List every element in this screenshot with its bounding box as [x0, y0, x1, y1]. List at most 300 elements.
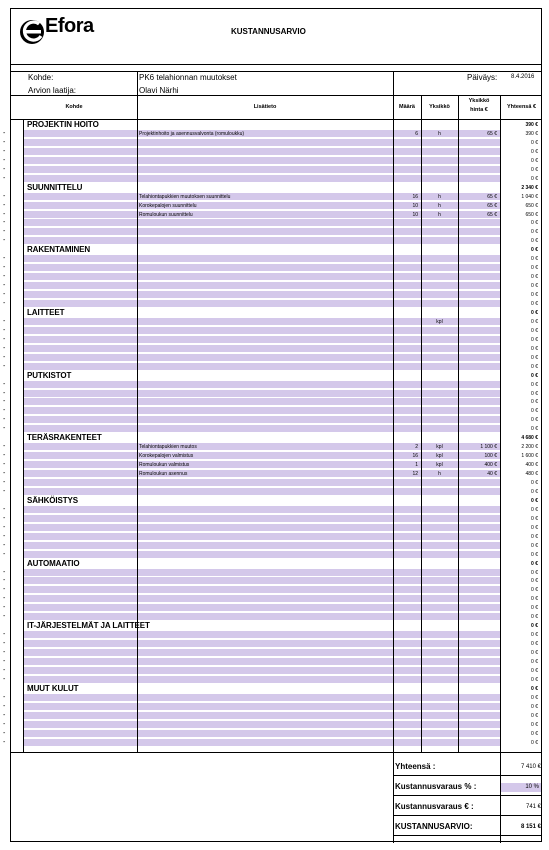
- cell-price[interactable]: 65 €: [458, 130, 500, 138]
- cell-qty[interactable]: [393, 515, 421, 523]
- cell-price[interactable]: [458, 157, 500, 165]
- cell-kohde[interactable]: [24, 327, 137, 335]
- cell-qty[interactable]: [393, 631, 421, 639]
- cell-price[interactable]: 100 €: [458, 452, 500, 460]
- cell-qty[interactable]: [393, 542, 421, 550]
- cell-unit[interactable]: h: [421, 130, 458, 138]
- cell-desc[interactable]: [137, 354, 393, 362]
- cell-desc[interactable]: Telahiontapukkien muutos: [137, 443, 393, 451]
- cell-price[interactable]: [458, 631, 500, 639]
- cell-price[interactable]: [458, 542, 500, 550]
- cell-price[interactable]: 65 €: [458, 193, 500, 201]
- cell-desc[interactable]: [137, 228, 393, 236]
- cell-desc[interactable]: [137, 300, 393, 308]
- cell-unit[interactable]: [421, 524, 458, 532]
- cell-qty[interactable]: [393, 255, 421, 263]
- cell-kohde[interactable]: [24, 542, 137, 550]
- cell-desc[interactable]: [137, 524, 393, 532]
- cell-unit[interactable]: [421, 667, 458, 675]
- cell-price[interactable]: [458, 694, 500, 702]
- cell-kohde[interactable]: [24, 273, 137, 281]
- cell-unit[interactable]: [421, 488, 458, 496]
- cell-unit[interactable]: [421, 219, 458, 227]
- cell-unit[interactable]: [421, 255, 458, 263]
- cell-qty[interactable]: [393, 416, 421, 424]
- cell-qty[interactable]: 10: [393, 202, 421, 210]
- cell-kohde[interactable]: [24, 739, 137, 747]
- cell-unit[interactable]: [421, 166, 458, 174]
- cell-kohde[interactable]: [24, 139, 137, 147]
- cell-price[interactable]: [458, 613, 500, 621]
- cell-desc[interactable]: [137, 631, 393, 639]
- cell-kohde[interactable]: [24, 712, 137, 720]
- cell-desc[interactable]: [137, 148, 393, 156]
- cell-qty[interactable]: [393, 739, 421, 747]
- cell-desc[interactable]: [137, 604, 393, 612]
- cell-qty[interactable]: [393, 407, 421, 415]
- cell-qty[interactable]: [393, 425, 421, 433]
- cell-qty[interactable]: [393, 264, 421, 272]
- cell-kohde[interactable]: [24, 219, 137, 227]
- cell-unit[interactable]: [421, 739, 458, 747]
- cell-price[interactable]: [458, 425, 500, 433]
- cell-kohde[interactable]: [24, 586, 137, 594]
- cell-kohde[interactable]: [24, 228, 137, 236]
- cell-kohde[interactable]: [24, 282, 137, 290]
- cell-unit[interactable]: [421, 515, 458, 523]
- cell-qty[interactable]: [393, 282, 421, 290]
- cell-desc[interactable]: [137, 255, 393, 263]
- cell-unit[interactable]: h: [421, 202, 458, 210]
- cell-qty[interactable]: 16: [393, 193, 421, 201]
- cell-price[interactable]: 65 €: [458, 202, 500, 210]
- cell-price[interactable]: 65 €: [458, 211, 500, 219]
- cell-kohde[interactable]: [24, 363, 137, 371]
- cell-unit[interactable]: [421, 354, 458, 362]
- cell-qty[interactable]: [393, 730, 421, 738]
- cell-qty[interactable]: [393, 390, 421, 398]
- cell-desc[interactable]: [137, 506, 393, 514]
- cell-price[interactable]: [458, 730, 500, 738]
- cell-qty[interactable]: [393, 479, 421, 487]
- cell-qty[interactable]: [393, 712, 421, 720]
- cell-unit[interactable]: [421, 425, 458, 433]
- cell-unit[interactable]: [421, 712, 458, 720]
- cell-unit[interactable]: [421, 139, 458, 147]
- cell-desc[interactable]: [137, 157, 393, 165]
- cell-desc[interactable]: [137, 577, 393, 585]
- cell-qty[interactable]: 2: [393, 443, 421, 451]
- cell-price[interactable]: [458, 398, 500, 406]
- cell-qty[interactable]: [393, 139, 421, 147]
- cell-qty[interactable]: [393, 703, 421, 711]
- cell-qty[interactable]: [393, 524, 421, 532]
- cell-desc[interactable]: [137, 390, 393, 398]
- cell-desc[interactable]: [137, 237, 393, 245]
- cell-desc[interactable]: Telahiontapukkien muutoksen suunnittelu: [137, 193, 393, 201]
- cell-qty[interactable]: [393, 336, 421, 344]
- cell-price[interactable]: [458, 604, 500, 612]
- cell-desc[interactable]: [137, 219, 393, 227]
- cell-kohde[interactable]: [24, 569, 137, 577]
- cell-price[interactable]: 40 €: [458, 470, 500, 478]
- cell-desc[interactable]: [137, 649, 393, 657]
- cell-unit[interactable]: [421, 345, 458, 353]
- cell-price[interactable]: [458, 506, 500, 514]
- cell-desc[interactable]: [137, 658, 393, 666]
- cell-kohde[interactable]: [24, 318, 137, 326]
- cell-desc[interactable]: [137, 730, 393, 738]
- cell-desc[interactable]: [137, 425, 393, 433]
- cell-kohde[interactable]: [24, 407, 137, 415]
- cell-price[interactable]: [458, 363, 500, 371]
- cell-qty[interactable]: [393, 658, 421, 666]
- cell-kohde[interactable]: [24, 479, 137, 487]
- cell-desc[interactable]: [137, 703, 393, 711]
- cell-kohde[interactable]: [24, 264, 137, 272]
- cell-kohde[interactable]: [24, 345, 137, 353]
- cell-kohde[interactable]: [24, 515, 137, 523]
- cell-kohde[interactable]: [24, 506, 137, 514]
- cell-qty[interactable]: [393, 649, 421, 657]
- cell-qty[interactable]: [393, 551, 421, 559]
- cell-desc[interactable]: [137, 273, 393, 281]
- cell-kohde[interactable]: [24, 202, 137, 210]
- cell-unit[interactable]: [421, 273, 458, 281]
- cell-kohde[interactable]: [24, 300, 137, 308]
- cell-qty[interactable]: [393, 228, 421, 236]
- cell-unit[interactable]: [421, 407, 458, 415]
- cell-unit[interactable]: [421, 479, 458, 487]
- cell-desc[interactable]: [137, 515, 393, 523]
- cell-price[interactable]: 1 100 €: [458, 443, 500, 451]
- cell-desc[interactable]: [137, 667, 393, 675]
- cell-kohde[interactable]: [24, 667, 137, 675]
- cell-qty[interactable]: 10: [393, 211, 421, 219]
- cell-qty[interactable]: [393, 721, 421, 729]
- cell-qty[interactable]: [393, 175, 421, 183]
- cell-kohde[interactable]: [24, 211, 137, 219]
- cell-unit[interactable]: h: [421, 211, 458, 219]
- cell-price[interactable]: [458, 407, 500, 415]
- cell-unit[interactable]: [421, 291, 458, 299]
- cell-unit[interactable]: [421, 228, 458, 236]
- cell-price[interactable]: [458, 318, 500, 326]
- cell-price[interactable]: [458, 586, 500, 594]
- cell-price[interactable]: [458, 739, 500, 747]
- cell-price[interactable]: [458, 667, 500, 675]
- cell-price[interactable]: [458, 139, 500, 147]
- cell-price[interactable]: [458, 327, 500, 335]
- cell-price[interactable]: [458, 219, 500, 227]
- cell-desc[interactable]: [137, 595, 393, 603]
- cell-qty[interactable]: [393, 237, 421, 245]
- cell-qty[interactable]: [393, 398, 421, 406]
- cell-kohde[interactable]: [24, 676, 137, 684]
- cell-unit[interactable]: [421, 658, 458, 666]
- cell-desc[interactable]: [137, 542, 393, 550]
- cell-price[interactable]: [458, 712, 500, 720]
- cell-desc[interactable]: [137, 381, 393, 389]
- cell-unit[interactable]: [421, 703, 458, 711]
- cell-unit[interactable]: [421, 300, 458, 308]
- cell-desc[interactable]: Romuloukun valmistus: [137, 461, 393, 469]
- cell-qty[interactable]: [393, 318, 421, 326]
- cell-qty[interactable]: [393, 291, 421, 299]
- cell-unit[interactable]: [421, 631, 458, 639]
- cell-kohde[interactable]: [24, 291, 137, 299]
- cell-desc[interactable]: [137, 407, 393, 415]
- cell-price[interactable]: [458, 255, 500, 263]
- cell-kohde[interactable]: [24, 416, 137, 424]
- cell-unit[interactable]: kpl: [421, 443, 458, 451]
- cell-unit[interactable]: [421, 416, 458, 424]
- cell-price[interactable]: [458, 390, 500, 398]
- cell-price[interactable]: [458, 354, 500, 362]
- cell-desc[interactable]: [137, 166, 393, 174]
- cell-kohde[interactable]: [24, 533, 137, 541]
- cell-desc[interactable]: [137, 398, 393, 406]
- cell-unit[interactable]: [421, 533, 458, 541]
- cell-kohde[interactable]: [24, 730, 137, 738]
- cell-qty[interactable]: [393, 569, 421, 577]
- cell-unit[interactable]: [421, 157, 458, 165]
- cell-price[interactable]: [458, 551, 500, 559]
- cell-qty[interactable]: [393, 613, 421, 621]
- cell-desc[interactable]: Korokepalojen valmistus: [137, 452, 393, 460]
- cell-unit[interactable]: [421, 721, 458, 729]
- cell-kohde[interactable]: [24, 425, 137, 433]
- cell-kohde[interactable]: [24, 613, 137, 621]
- cell-qty[interactable]: [393, 273, 421, 281]
- cell-price[interactable]: [458, 703, 500, 711]
- cell-qty[interactable]: [393, 219, 421, 227]
- cell-qty[interactable]: [393, 381, 421, 389]
- cell-price[interactable]: [458, 515, 500, 523]
- cell-desc[interactable]: [137, 282, 393, 290]
- cell-price[interactable]: [458, 676, 500, 684]
- cell-qty[interactable]: [393, 345, 421, 353]
- cell-qty[interactable]: [393, 533, 421, 541]
- cell-price[interactable]: [458, 569, 500, 577]
- cell-price[interactable]: [458, 336, 500, 344]
- cell-kohde[interactable]: [24, 148, 137, 156]
- cell-kohde[interactable]: [24, 658, 137, 666]
- cell-kohde[interactable]: [24, 595, 137, 603]
- cell-kohde[interactable]: [24, 255, 137, 263]
- cell-unit[interactable]: [421, 506, 458, 514]
- cell-unit[interactable]: [421, 282, 458, 290]
- cell-unit[interactable]: kpl: [421, 452, 458, 460]
- cell-price[interactable]: [458, 721, 500, 729]
- cell-qty[interactable]: [393, 363, 421, 371]
- cell-desc[interactable]: [137, 318, 393, 326]
- cell-kohde[interactable]: [24, 443, 137, 451]
- cell-unit[interactable]: [421, 398, 458, 406]
- cell-desc[interactable]: [137, 264, 393, 272]
- cell-qty[interactable]: [393, 148, 421, 156]
- cell-kohde[interactable]: [24, 461, 137, 469]
- cell-qty[interactable]: [393, 667, 421, 675]
- cell-price[interactable]: [458, 282, 500, 290]
- cell-price[interactable]: [458, 237, 500, 245]
- cell-qty[interactable]: [393, 488, 421, 496]
- cell-kohde[interactable]: [24, 175, 137, 183]
- cell-unit[interactable]: [421, 595, 458, 603]
- cell-desc[interactable]: [137, 175, 393, 183]
- cell-desc[interactable]: [137, 533, 393, 541]
- cell-price[interactable]: [458, 533, 500, 541]
- cell-desc[interactable]: Romuloukun suunnittelu: [137, 211, 393, 219]
- cell-price[interactable]: [458, 595, 500, 603]
- cell-desc[interactable]: [137, 291, 393, 299]
- cell-desc[interactable]: Korokepalojen suunnittelu: [137, 202, 393, 210]
- cell-price[interactable]: [458, 148, 500, 156]
- cell-price[interactable]: [458, 640, 500, 648]
- cell-kohde[interactable]: [24, 631, 137, 639]
- cell-desc[interactable]: [137, 139, 393, 147]
- cell-qty[interactable]: 6: [393, 130, 421, 138]
- cell-desc[interactable]: [137, 336, 393, 344]
- cell-unit[interactable]: [421, 264, 458, 272]
- cell-unit[interactable]: [421, 613, 458, 621]
- cell-price[interactable]: [458, 658, 500, 666]
- cell-unit[interactable]: [421, 676, 458, 684]
- cell-price[interactable]: [458, 416, 500, 424]
- cell-qty[interactable]: [393, 694, 421, 702]
- cell-unit[interactable]: [421, 551, 458, 559]
- cell-desc[interactable]: [137, 569, 393, 577]
- cell-desc[interactable]: [137, 586, 393, 594]
- cell-price[interactable]: [458, 577, 500, 585]
- cell-unit[interactable]: [421, 336, 458, 344]
- cell-qty[interactable]: [393, 676, 421, 684]
- cell-desc[interactable]: [137, 712, 393, 720]
- cell-kohde[interactable]: [24, 130, 137, 138]
- cell-unit[interactable]: [421, 237, 458, 245]
- cell-qty[interactable]: 12: [393, 470, 421, 478]
- cell-desc[interactable]: [137, 721, 393, 729]
- cell-price[interactable]: [458, 291, 500, 299]
- cell-kohde[interactable]: [24, 604, 137, 612]
- cell-desc[interactable]: [137, 676, 393, 684]
- cell-desc[interactable]: [137, 739, 393, 747]
- cell-desc[interactable]: [137, 327, 393, 335]
- cell-desc[interactable]: [137, 551, 393, 559]
- cell-unit[interactable]: [421, 363, 458, 371]
- cell-kohde[interactable]: [24, 237, 137, 245]
- cell-qty[interactable]: [393, 577, 421, 585]
- cell-unit[interactable]: [421, 586, 458, 594]
- cell-unit[interactable]: [421, 649, 458, 657]
- cell-unit[interactable]: [421, 175, 458, 183]
- cell-unit[interactable]: [421, 694, 458, 702]
- cell-qty[interactable]: 1: [393, 461, 421, 469]
- cell-kohde[interactable]: [24, 470, 137, 478]
- cell-price[interactable]: [458, 228, 500, 236]
- cell-unit[interactable]: kpl: [421, 318, 458, 326]
- cell-kohde[interactable]: [24, 398, 137, 406]
- cell-qty[interactable]: [393, 586, 421, 594]
- cell-desc[interactable]: [137, 640, 393, 648]
- cell-kohde[interactable]: [24, 721, 137, 729]
- cell-price[interactable]: [458, 300, 500, 308]
- cell-kohde[interactable]: [24, 640, 137, 648]
- cell-unit[interactable]: [421, 381, 458, 389]
- cell-qty[interactable]: [393, 327, 421, 335]
- cell-unit[interactable]: [421, 604, 458, 612]
- cell-unit[interactable]: [421, 148, 458, 156]
- cell-unit[interactable]: kpl: [421, 461, 458, 469]
- cell-qty[interactable]: [393, 166, 421, 174]
- cell-unit[interactable]: h: [421, 470, 458, 478]
- cell-price[interactable]: 400 €: [458, 461, 500, 469]
- cell-kohde[interactable]: [24, 157, 137, 165]
- cell-unit[interactable]: [421, 327, 458, 335]
- cell-unit[interactable]: [421, 390, 458, 398]
- cell-qty[interactable]: [393, 506, 421, 514]
- cell-kohde[interactable]: [24, 551, 137, 559]
- cell-price[interactable]: [458, 273, 500, 281]
- cell-price[interactable]: [458, 524, 500, 532]
- cell-unit[interactable]: [421, 569, 458, 577]
- cell-kohde[interactable]: [24, 452, 137, 460]
- cell-kohde[interactable]: [24, 649, 137, 657]
- cell-price[interactable]: [458, 381, 500, 389]
- cell-kohde[interactable]: [24, 336, 137, 344]
- cell-qty[interactable]: [393, 300, 421, 308]
- cell-price[interactable]: [458, 264, 500, 272]
- cell-price[interactable]: [458, 488, 500, 496]
- cell-desc[interactable]: [137, 363, 393, 371]
- cell-unit[interactable]: [421, 577, 458, 585]
- cell-kohde[interactable]: [24, 354, 137, 362]
- cell-kohde[interactable]: [24, 193, 137, 201]
- cell-qty[interactable]: 16: [393, 452, 421, 460]
- cell-desc[interactable]: [137, 345, 393, 353]
- cell-qty[interactable]: [393, 604, 421, 612]
- cell-price[interactable]: [458, 166, 500, 174]
- cell-unit[interactable]: [421, 640, 458, 648]
- cell-kohde[interactable]: [24, 381, 137, 389]
- cell-price[interactable]: [458, 175, 500, 183]
- cell-kohde[interactable]: [24, 390, 137, 398]
- cell-price[interactable]: [458, 479, 500, 487]
- cell-kohde[interactable]: [24, 524, 137, 532]
- varaus-pct-value[interactable]: 10 %: [501, 783, 541, 792]
- cell-kohde[interactable]: [24, 577, 137, 585]
- cell-desc[interactable]: Projektinhoito ja asennusvalvonta (romuloukku): [137, 130, 393, 138]
- cell-desc[interactable]: [137, 479, 393, 487]
- cell-price[interactable]: [458, 649, 500, 657]
- cell-kohde[interactable]: [24, 694, 137, 702]
- cell-qty[interactable]: [393, 640, 421, 648]
- cell-unit[interactable]: [421, 542, 458, 550]
- cell-unit[interactable]: h: [421, 193, 458, 201]
- cell-unit[interactable]: [421, 730, 458, 738]
- cell-kohde[interactable]: [24, 166, 137, 174]
- cell-desc[interactable]: [137, 613, 393, 621]
- cell-desc[interactable]: [137, 488, 393, 496]
- cell-desc[interactable]: [137, 694, 393, 702]
- cell-price[interactable]: [458, 345, 500, 353]
- cell-desc[interactable]: Romuloukun asennus: [137, 470, 393, 478]
- cell-desc[interactable]: [137, 416, 393, 424]
- cell-kohde[interactable]: [24, 488, 137, 496]
- cell-qty[interactable]: [393, 157, 421, 165]
- cell-qty[interactable]: [393, 354, 421, 362]
- cell-qty[interactable]: [393, 595, 421, 603]
